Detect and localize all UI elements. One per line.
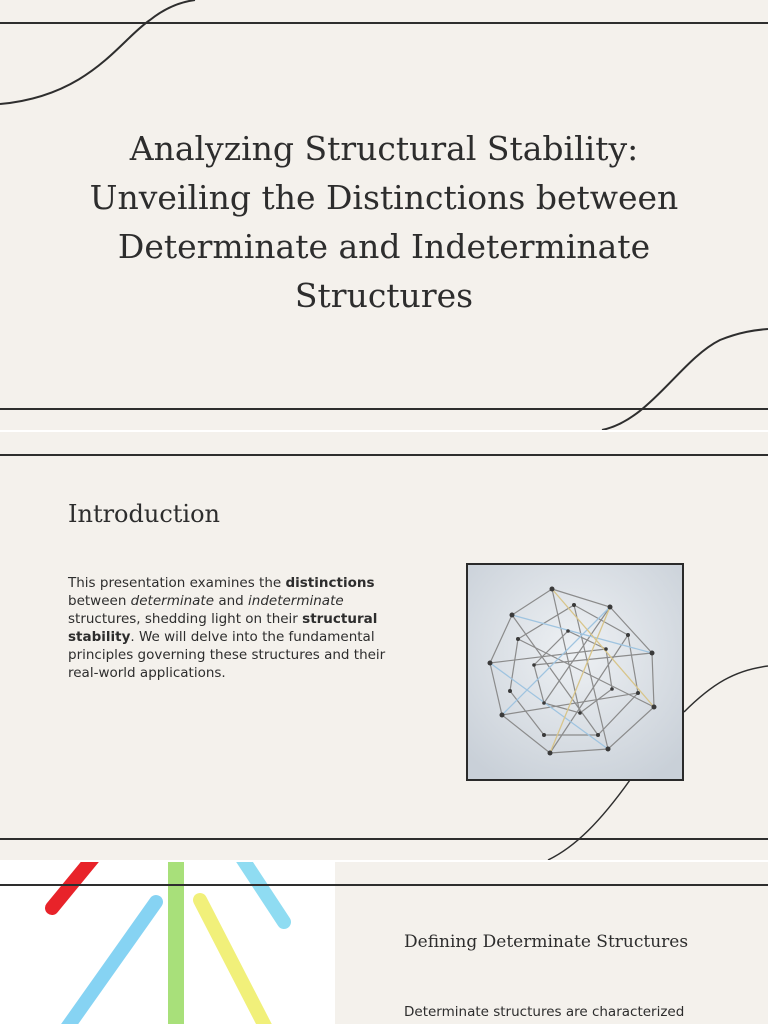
bold-text: distinctions xyxy=(285,575,375,591)
section-heading: Defining Determinate Structures xyxy=(404,932,689,952)
title-slide xyxy=(0,0,768,430)
text-run: This presentation examines the xyxy=(68,575,286,591)
title-line-4: Structures xyxy=(294,276,474,315)
title-line-3: Determinate and Indeterminate xyxy=(117,227,651,266)
text-run: structures, shedding light on their xyxy=(68,611,303,627)
introduction-slide xyxy=(0,432,768,860)
geodesic-structure-photo xyxy=(466,563,684,781)
definition-slide xyxy=(0,862,768,1024)
italic-text: determinate xyxy=(130,593,215,609)
colored-sticks-icon xyxy=(0,862,335,1024)
text-run: . We will delve into the fundamental principles governing these structures and their real-world applications. xyxy=(68,629,386,681)
definition-paragraph: Determinate structures are characterized xyxy=(404,1004,685,1020)
title-line-1: Analyzing Structural Stability: xyxy=(129,129,639,168)
text-run: and xyxy=(214,593,249,609)
presentation-title xyxy=(60,124,708,320)
italic-text: indeterminate xyxy=(248,593,344,609)
text-run: between xyxy=(68,593,131,609)
top-rule xyxy=(0,884,768,886)
intro-paragraph xyxy=(68,574,393,682)
bold-text: structural stability xyxy=(68,611,378,645)
geodesic-structure-icon xyxy=(468,565,682,779)
section-heading: Introduction xyxy=(68,500,220,528)
title-line-2: Unveiling the Distinctions between xyxy=(89,178,679,217)
colored-sticks-photo xyxy=(0,862,335,1024)
